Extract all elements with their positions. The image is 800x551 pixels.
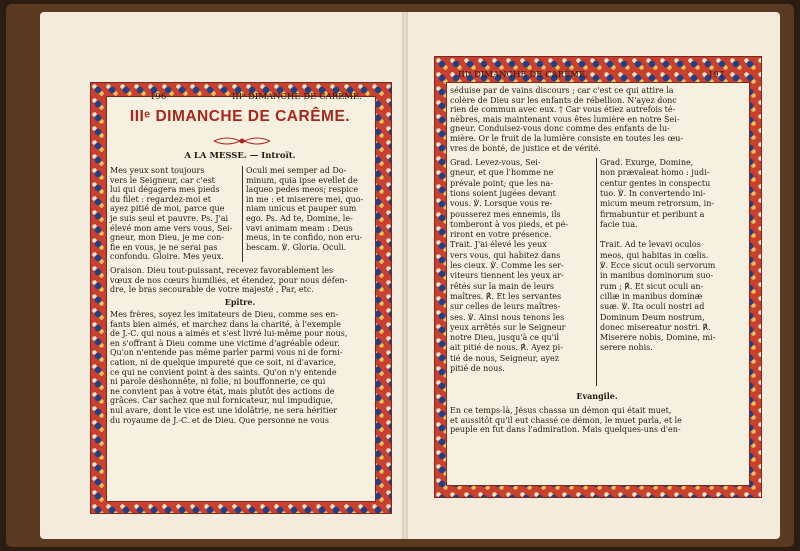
text-line: nèbres, mais maintenant vous êtes lumière en notre Sei- (450, 114, 680, 124)
text-line: tomberont à vos pieds, et pé- (450, 219, 569, 229)
text-line: gneur, mon Dieu, je me con- (110, 233, 225, 243)
text-line: je suis seul et pauvre. Ps. J'ai (110, 214, 229, 223)
text-line: viteurs tiennent les yeux ar- (450, 271, 564, 281)
text-line: vres de bonté, de justice et de vérité. (450, 143, 601, 153)
text-line: confondu. Gloire. Mes yeux. (110, 252, 224, 262)
evangile-heading: Evangile. (576, 391, 618, 401)
text-line: Grad. Levez-vous, Sei- (450, 158, 541, 167)
text-line: sur celles de leurs maîtres- (450, 302, 561, 312)
text-line: séduise par de vains discours ; car c'est ce qui attire la (450, 86, 674, 95)
text-line: pousserez mes ennemis, ils (450, 209, 561, 219)
text-line: vœux de nos cœurs humiliés, et étendez, pour nous défen- (110, 275, 348, 285)
text-line: ayez pitié de moi, parce que (110, 204, 225, 214)
text-line: mière. Or le fruit de la lumière consiste en toutes les œu- (450, 134, 684, 143)
text-line: Trait. Ad te levavi oculos (600, 240, 701, 250)
text-line: ne convient pas à votre état, mais plutôt des actions de (110, 386, 335, 396)
text-line: prévale point; que les na- (450, 178, 554, 188)
text-line: en s'offrant à Dieu comme une victime d'agréable odeur. (110, 338, 340, 348)
page-number: 197 (708, 70, 725, 80)
text-line: rum ; ℟. Et sicut oculi an- (600, 281, 704, 291)
text-line: lui qui dégagera mes pieds (110, 185, 220, 195)
page-number: 196 (150, 92, 167, 102)
text-line: laqueo pedes meos; respice (246, 185, 359, 195)
running-head: IIIᵉ DIMANCHE DE CARÊME. (458, 70, 588, 80)
text-line: Oculi mei semper ad Do- (246, 166, 347, 175)
left-page (40, 12, 402, 539)
text-line: tions soient jugées devant (450, 188, 556, 198)
text-line: ce qui ne convient point à des saints. Qu'on n'y entende (110, 367, 337, 377)
text-line: Grad. Exurge, Domine, (600, 158, 694, 167)
text-line: maîtres. ℟. Et les servantes (450, 291, 562, 301)
text-line: ego. Ps. Ad te, Domine, le- (246, 214, 353, 223)
text-line: Dominum Deum nostrum, (600, 312, 705, 322)
text-line: yeux arrêtés sur le Seigneur (450, 322, 566, 332)
text-line: ses. ℣. Ainsi nous tenons les (450, 312, 565, 322)
text-line: ni parole déshonnête, ni folie, ni bouffonnerie, ce qui (110, 377, 326, 387)
text-line: tié de nous, Seigneur, ayez (450, 353, 559, 363)
text-line: du royaume de J.-C. et de Dieu. Que personne ne vous (110, 415, 329, 425)
text-line: rêtés sur la main de leurs (450, 281, 555, 291)
text-line: peuple en fut dans l'admiration. Mais quelques-uns d'en- (450, 425, 681, 435)
text-line: En ce temps-là, Jésus chassa un démon qui était muet, (450, 406, 672, 415)
open-book (6, 4, 794, 547)
text-line: meus, in te confido, non eru- (246, 233, 363, 243)
text-line: Mes yeux sont toujours (110, 166, 205, 175)
text-line: du filet : regardez-moi et (110, 194, 211, 204)
text-line: centur gentes in conspectu (600, 178, 711, 188)
text-line: nul avare, dont le vice est une idolâtrie, ne sera héritier (110, 406, 338, 415)
text-line: colère de Dieu sur les enfants de rébellion. N'ayez donc (450, 95, 677, 105)
section-heading: A LA MESSE. — Introït. (184, 151, 296, 161)
text-line: micum meum retrorsum, in- (600, 199, 715, 209)
text-line: les cieux. ℣. Comme les ser- (450, 261, 564, 270)
text-line: ℣. Ecce sicut oculi servorum (600, 261, 716, 270)
text-line: in me : et miserere mei, quo- (246, 194, 364, 204)
text-line: Qu'on n'entende pas même parler parmi vous ni de forni- (110, 348, 343, 358)
epitre-heading: Epître. (224, 297, 256, 307)
page-title: IIIᵉ DIMANCHE DE CARÊME. (129, 108, 351, 125)
text-line: grâces. Car sachez que nul fornicateur, nul impudique, (110, 396, 334, 406)
text-line: pitié de nous. (450, 364, 505, 373)
text-line: firmabuntur et peribunt a (600, 209, 705, 219)
text-line: Oraison. Dieu tout-puissant, recevez favorablement les (110, 266, 334, 275)
text-line: fie en vous, je ne serai pas (110, 242, 218, 252)
text-line: cation, ni de quelque impureté que ce soit, ni d'avarice, (110, 358, 337, 367)
running-head: IIIᵉ DIMANCHE DE CARÊME. (232, 92, 362, 102)
text-line: rien de commun avec eux. † Car vous étiez autrefois té- (450, 105, 676, 115)
text-line: Mes frères, soyez les imitateurs de Dieu, comme ses en- (110, 310, 339, 319)
text-line: tuo. ℣. In convertendo ini- (600, 188, 706, 198)
text-line: dre, le bras secourable de votre majesté , Par, etc. (110, 285, 314, 295)
text-line: vers vous, qui habitez dans (450, 250, 561, 260)
text-line: suæ. ℣. Ita oculi nostri ad (600, 302, 705, 312)
text-line: ait pitié de nous. ℟. Ayez pi- (450, 343, 563, 353)
right-page (408, 12, 780, 539)
text-line: Miserere nobis, Domine, mi- (600, 333, 716, 343)
text-line: Trait. J'ai élevé les yeux (450, 240, 547, 250)
column-divider (242, 166, 243, 262)
text-line: notre Dieu, jusqu'à ce qu'il (450, 333, 560, 343)
text-line: vous. ℣. Lorsque vous re- (450, 199, 553, 209)
text-line: gneur. Conduisez-vous donc comme des enfants de lu- (450, 124, 670, 134)
text-line: vers le Seigneur, car c'est (110, 175, 215, 185)
text-line: minum, quia ipse evellet de (246, 175, 358, 185)
text-line: de J.-C. qui nous a aimés et s'est livré lui-même pour nous, (110, 329, 348, 339)
text-line: élevé mon ame vers vous, Sei- (110, 223, 233, 233)
text-line: bescam. ℣. Gloria. Oculi. (246, 242, 347, 252)
text-line: vavi animam meam : Deus (246, 223, 353, 233)
fleuron-ornament-icon (212, 134, 272, 148)
text-line: serere nobis. (600, 343, 653, 353)
text-line: meos, qui habitas in cœlis. (600, 250, 709, 260)
text-line: niam unicus et pauper sum (246, 204, 357, 214)
text-line: riront en votre présence. (450, 230, 552, 240)
text-line: et aussitôt qu'il eut chassé ce démon, le muet parla, et le (450, 415, 682, 425)
text-line: gneur, et que l'homme ne (450, 168, 554, 178)
text-line: in manibus dominorum suo- (600, 271, 714, 281)
text-line: cillæ in manibus dominæ (600, 291, 703, 301)
column-divider (596, 158, 597, 386)
text-line: fants bien aimés, et marchez dans la charité, à l'exemple (110, 319, 341, 329)
text-line: donec misereatur nostri. ℟. (600, 322, 711, 332)
text-line: facie tua. (600, 219, 638, 229)
text-line: non prævaleat homo : judi- (600, 168, 710, 178)
